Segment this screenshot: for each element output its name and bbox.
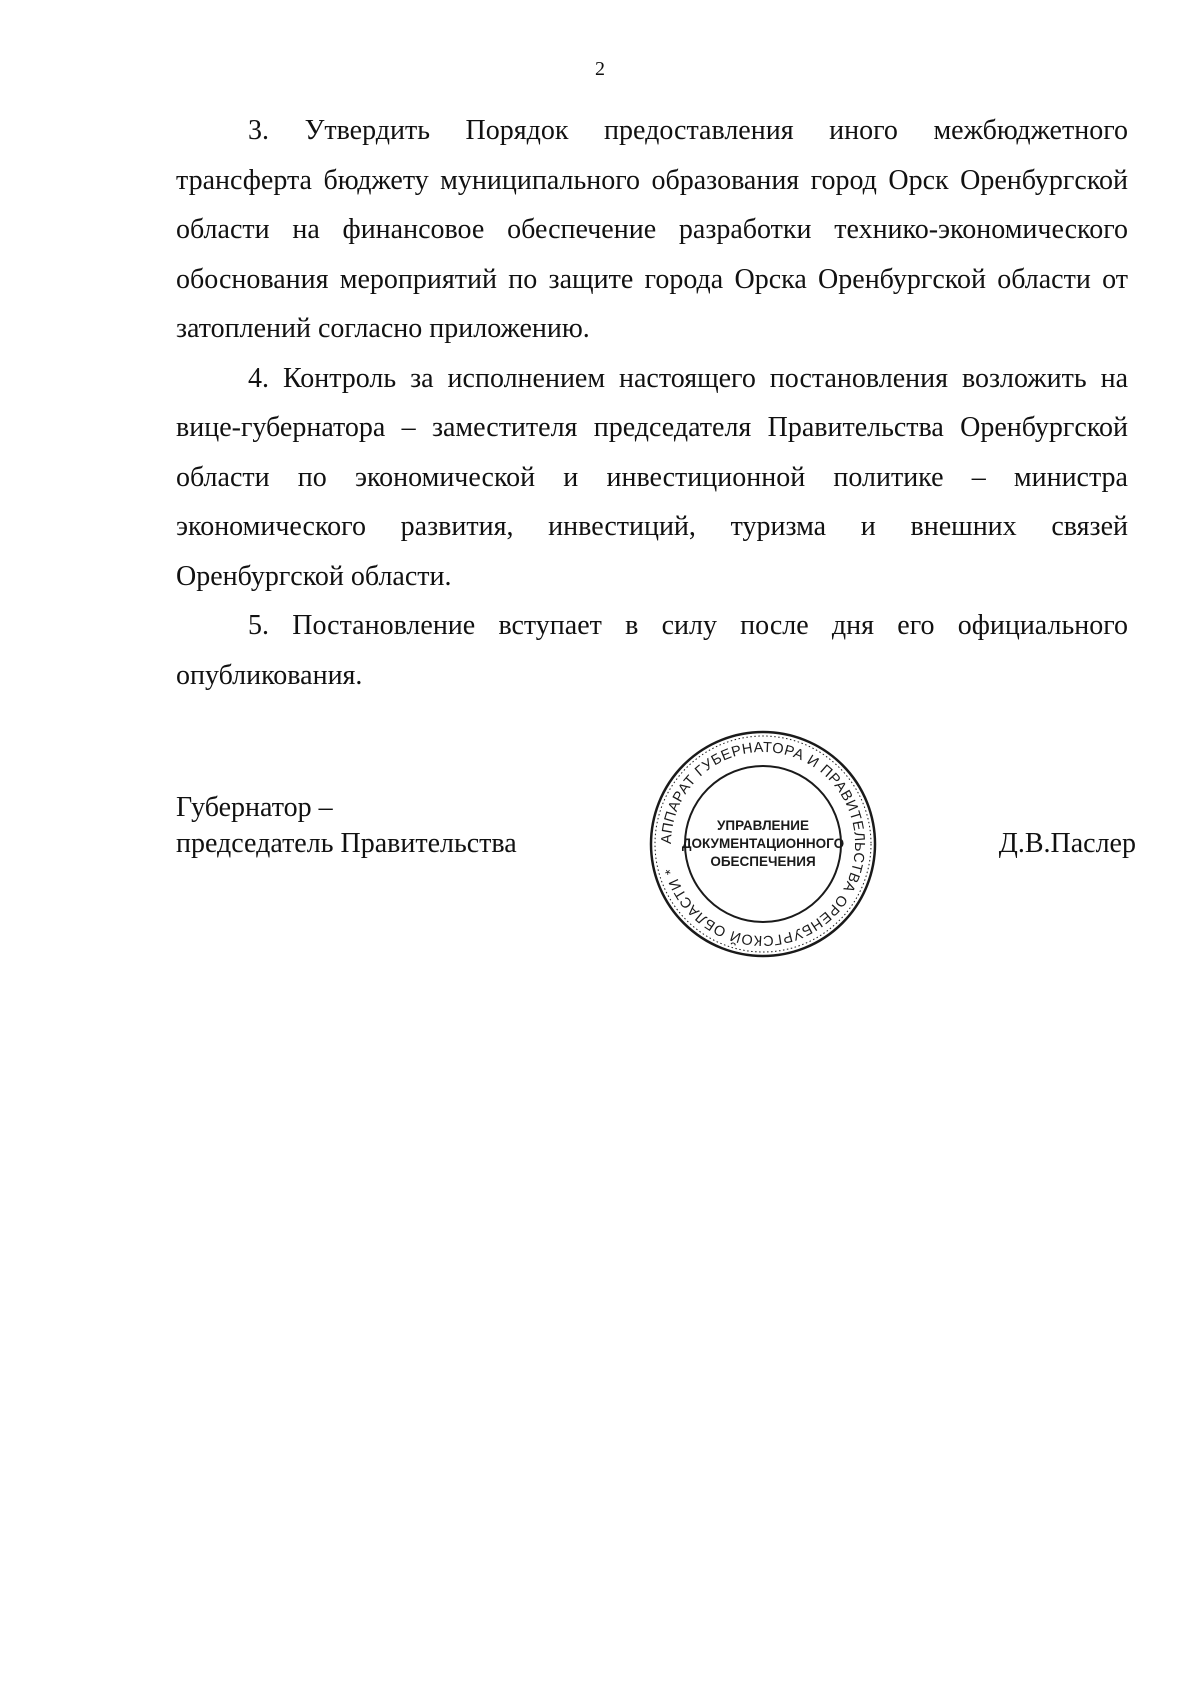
paragraph-3: 3. Утвердить Порядок предоставления иного межбюджетного трансферта бюджету муниципального образования город Орск Оренбургской области на финансовое обеспечение разработки технико-экономического обоснования мероприятий по защите города Орска Оренбургской области от затоплений согласно приложению. [176,115,1128,344]
official-seal-stamp [643,724,883,964]
page-number: 2 [595,58,605,80]
signatory-title-line-2: председатель Правительства [176,828,517,859]
seal-center-line-2: ДОКУМЕНТАЦИОННОГО [681,836,845,851]
signatory-title-line-1: Губернатор – [176,792,333,823]
signatory-title [176,790,517,862]
seal-center-line-3: ОБЕСПЕЧЕНИЯ [710,854,816,869]
seal-center-line-1: УПРАВЛЕНИЕ [716,818,810,833]
paragraph-4: 4. Контроль за исполнением настоящего постановления возложить на вице-губернатора – заместителя председателя Правительства Оренбургской области по экономической и инвестиционной политике – министра экономического развития, инвестиций, туризма и внешних связей Оренбургской области. [176,362,1128,592]
paragraph-5: 5. Постановление вступает в силу после дня его официального опубликования. [176,610,1128,691]
seal-ring-text-path: АППАРАТ ГУБЕРНАТОРА И ПРАВИТЕЛЬСТВА ОРЕНБУРГСКОЙ ОБЛАСТИ * [658,739,868,949]
document-body [176,106,1128,700]
signatory-name: Д.В.Паслер [998,828,1136,859]
